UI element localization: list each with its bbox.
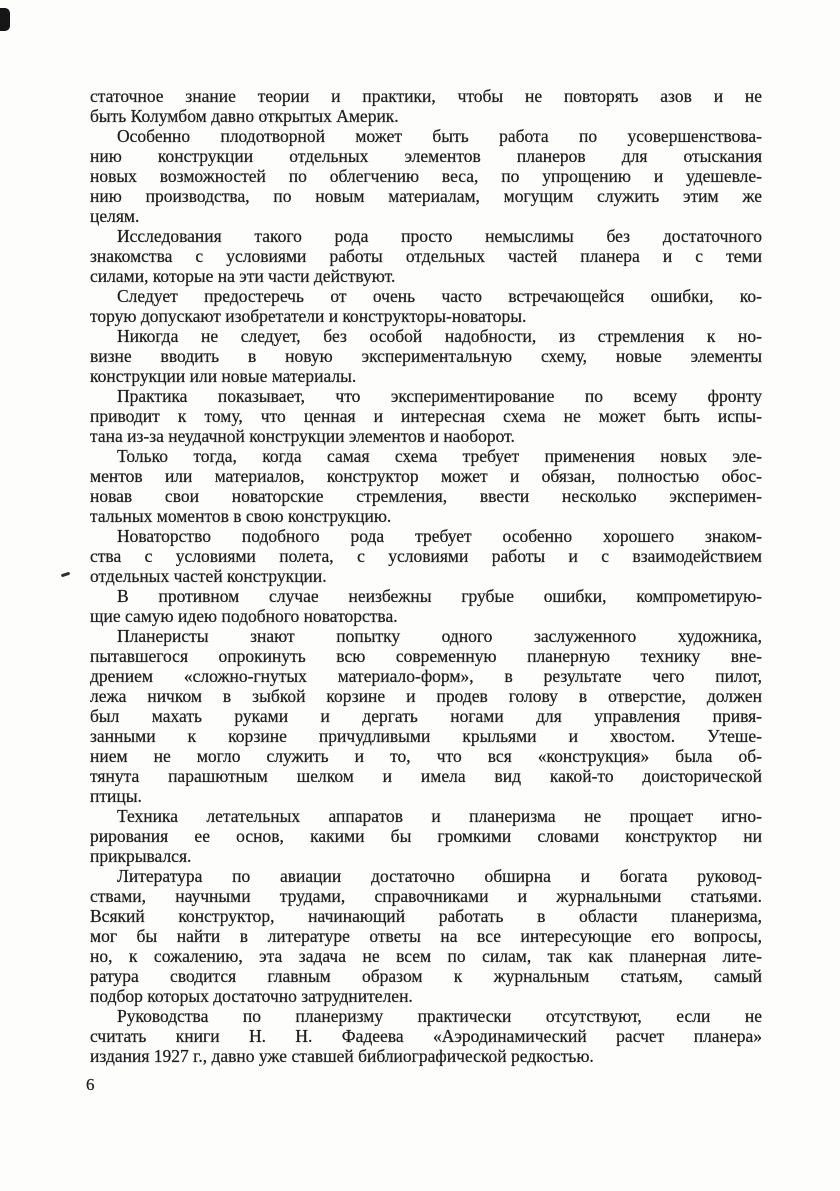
scan-artifact-corner-mark [0, 8, 10, 31]
text-line: приводит к тому, что ценная и интересная схема не может быть испы- [90, 406, 762, 426]
text-line: Планеристы знают попытку одного заслуженного художника, [117, 626, 762, 646]
paragraph [90, 866, 762, 1006]
text-line: Руководства по планеризму практически отсутствуют, если не [117, 1006, 762, 1026]
text-line: нию производства, по новым материалам, могущим служить этим же [90, 186, 762, 206]
paragraph [90, 286, 762, 326]
text-line: целям. [90, 206, 140, 226]
text-line: тянута парашютным шелком и имела вид какой-то доисторической [90, 766, 762, 786]
paragraph [90, 86, 762, 126]
text-line: ратура сводится главным образом к журнальным статьям, самый [90, 966, 762, 986]
text-line: визне вводить в новую экспериментальную схему, новые элементы [90, 346, 762, 366]
text-line: отдельных частей конструкции. [90, 566, 327, 586]
text-line: щие самую идею подобного новаторства. [90, 606, 398, 626]
text-line: нию конструкции отдельных элементов планеров для отыскания [90, 146, 762, 166]
text-line: быть Колумбом давно открытых Америк. [90, 106, 399, 126]
text-line: Только тогда, когда самая схема требует применения новых эле- [117, 446, 762, 466]
text-line: силами, которые на эти части действуют. [90, 266, 396, 286]
text-line: ства с условиями полета, с условиями работы и с взаимодействием [90, 546, 762, 566]
text-line: ментов или материалов, конструктор может и обязан, полностью обос- [90, 466, 762, 486]
text-line: В противном случае неизбежны грубые ошибки, компрометирую- [117, 586, 762, 606]
text-line: Литература по авиации достаточно обширна и богата руковод- [117, 866, 762, 886]
text-line: нием не могло служить и то, что вся «конструкция» была об- [90, 746, 762, 766]
text-line: знакомства с условиями работы отдельных частей планера и с теми [90, 246, 762, 266]
page-text-block [90, 86, 762, 1066]
text-line: тана из-за неудачной конструкции элементов и наоборот. [90, 426, 515, 446]
text-line: подбор которых достаточно затруднителен. [90, 986, 413, 1006]
text-line: считать книги Н. Н. Фадеева «Аэродинамический расчет планера» [90, 1026, 762, 1046]
page-number: 6 [86, 1075, 95, 1094]
paragraph [90, 386, 762, 446]
text-line: прикрывался. [90, 846, 192, 866]
text-line: новав свои новаторские стремления, ввести несколько эксперимен- [90, 486, 762, 506]
text-line: Всякий конструктор, начинающий работать в области планеризма, [90, 906, 762, 926]
paragraph [90, 1006, 762, 1066]
text-line: торую допускают изобретатели и конструкторы-новаторы. [90, 306, 527, 326]
text-line: Особенно плодотворной может быть работа по усовершенствова- [117, 126, 762, 146]
text-line: Техника летательных аппаратов и планеризма не прощает игно- [117, 806, 762, 826]
text-line: рирования ее основ, какими бы громкими словами конструктор ни [90, 826, 762, 846]
text-line: птицы. [90, 786, 142, 806]
text-line: мог бы найти в литературе ответы на все интересующие его вопросы, [90, 926, 762, 946]
text-line: Следует предостеречь от очень часто встречающейся ошибки, ко- [117, 286, 762, 306]
text-line: был махать руками и дергать ногами для управления привя- [90, 706, 762, 726]
text-line: ствами, научными трудами, справочниками и журнальными статьями. [90, 886, 762, 906]
text-line: Новаторство подобного рода требует особенно хорошего знаком- [117, 526, 762, 546]
paragraph [90, 526, 762, 586]
paragraph [90, 586, 762, 626]
text-line: но, к сожалению, эта задача не всем по силам, так как планерная лите- [90, 946, 762, 966]
paragraph [90, 126, 762, 226]
paragraph [90, 446, 762, 526]
scan-artifact-margin-tick [61, 572, 70, 578]
text-line: лежа ничком в зыбкой корзине и продев голову в отверстие, должен [90, 686, 762, 706]
text-line: Исследования такого рода просто немыслимы без достаточного [117, 226, 762, 246]
paragraph [90, 806, 762, 866]
paragraph [90, 626, 762, 806]
text-line: новых возможностей по облегчению веса, по упрощению и удешевле- [90, 166, 762, 186]
text-line: занными к корзине причудливыми крыльями и хвостом. Утеше- [90, 726, 762, 746]
text-line: пытавшегося опрокинуть всю современную планерную технику вне- [90, 646, 762, 666]
text-line: статочное знание теории и практики, чтобы не повторять азов и не [90, 86, 762, 106]
paragraph [90, 326, 762, 386]
text-line: дрением «сложно-гнутых материало-форм», в результате чего пилот, [90, 666, 762, 686]
paragraph [90, 226, 762, 286]
text-line: Практика показывает, что экспериментирование по всему фронту [117, 386, 762, 406]
text-line: конструкции или новые материалы. [90, 366, 357, 386]
text-line: тальных моментов в свою конструкцию. [90, 506, 392, 526]
text-line: издания 1927 г., давно уже ставшей библиографической редкостью. [90, 1046, 594, 1066]
text-line: Никогда не следует, без особой надобности, из стремления к но- [117, 326, 762, 346]
